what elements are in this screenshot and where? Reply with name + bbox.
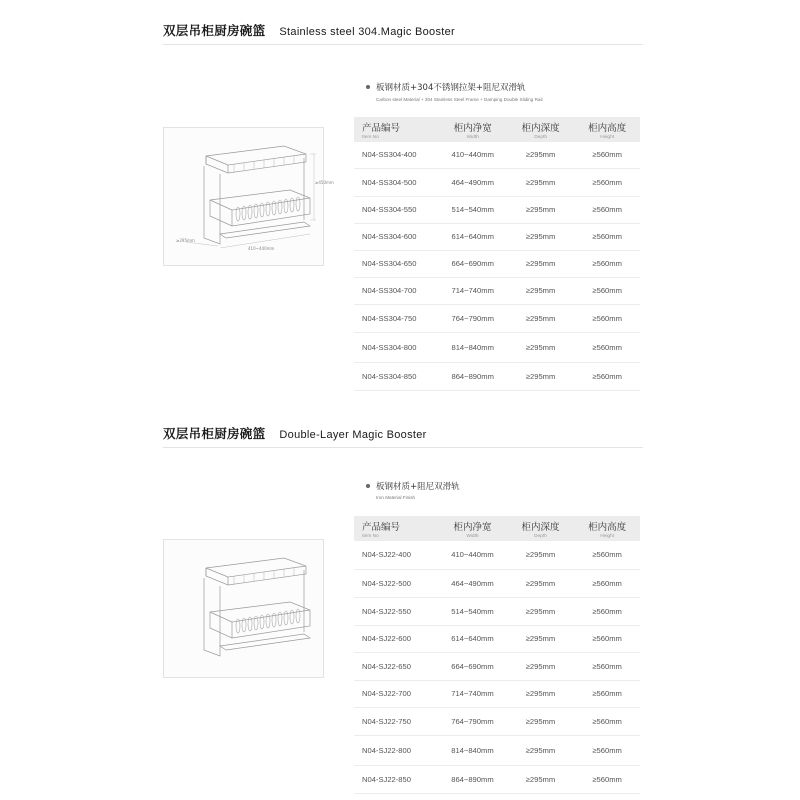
table-row [354,168,640,196]
cell-depth: ≥295mm [507,625,575,652]
header-height: 柜内高度 Height [588,522,627,539]
cell-depth: ≥295mm [507,223,574,250]
table-row [354,223,640,250]
section-title-zh: 双层吊柜厨房碗篮 [163,426,266,441]
spec-table-body [354,541,640,793]
table-row [354,735,640,765]
cell-depth: ≥295mm [507,277,574,304]
cell-item-no: N04-SS304-400 [354,142,439,168]
cell-width: 864~890mm [438,765,506,793]
cell-item-no: N04-SS304-500 [354,168,439,196]
product-diagram [163,127,334,266]
table-row [354,250,640,277]
header-height: 柜内高度 Height [588,123,627,140]
section-title-en: Double-Layer Magic Booster [279,429,427,441]
cell-width: 814~840mm [439,332,507,362]
cell-width: 514~540mm [438,597,506,625]
cell-width: 614~640mm [438,625,506,652]
cell-width: 464~490mm [438,569,506,597]
cell-width: 614~640mm [439,223,507,250]
cell-depth: ≥295mm [507,332,574,362]
cell-depth: ≥295mm [507,597,575,625]
cell-item-no: N04-SS304-850 [354,362,439,390]
spec-table-header [354,117,640,142]
diagram-width-label: 410~440mm [248,246,275,251]
cell-height: ≥560mm [574,625,640,652]
cell-height: ≥560mm [574,332,640,362]
header-width: 柜内净宽 Width [453,123,492,140]
cell-item-no: N04-SJ22-850 [354,765,438,793]
table-row [354,680,640,707]
material-text: 板钢材质+304不锈钢拉架+阻尼双滑轨 [376,83,526,93]
cell-item-no: N04-SJ22-750 [354,707,438,735]
cell-depth: ≥295mm [507,652,575,680]
spec-table-header [354,516,640,541]
table-row [354,652,640,680]
header-depth: 柜内深度 Depth [521,522,560,539]
cell-width: 410~440mm [439,142,507,168]
section-title [163,21,455,39]
cell-depth: ≥295mm [507,707,575,735]
cell-depth: ≥295mm [507,765,575,793]
header-item-no: 产品编号 Item No [362,123,401,140]
cell-height: ≥560mm [574,652,640,680]
cell-item-no: N04-SJ22-550 [354,597,438,625]
cell-height: ≥560mm [574,168,640,196]
cell-width: 664~690mm [438,652,506,680]
cell-width: 514~540mm [439,196,507,223]
cell-height: ≥560mm [574,765,640,793]
bullet-dot-icon [366,85,370,89]
section-divider [163,44,643,45]
diagram-depth-label: ≥295mm [176,238,195,243]
material-subtext: Iron Material Finish [376,495,416,500]
spec-table [354,117,640,391]
table-row [354,196,640,223]
material-subtext: Carbon steel Material + 304 Stainless Steel Frame + Damping Double Sliding Rail [376,97,543,102]
spec-table [354,516,640,794]
cell-height: ≥560mm [574,142,640,168]
table-row [354,332,640,362]
cell-height: ≥560mm [574,223,640,250]
cell-width: 714~740mm [438,680,506,707]
cell-item-no: N04-SJ22-650 [354,652,438,680]
cell-item-no: N04-SS304-550 [354,196,439,223]
cell-item-no: N04-SS304-650 [354,250,439,277]
cell-depth: ≥295mm [507,680,575,707]
header-depth: 柜内深度 Depth [521,123,560,140]
cell-depth: ≥295mm [507,196,574,223]
section-title [163,424,427,442]
material-bullet [366,480,460,492]
cell-item-no: N04-SJ22-800 [354,735,438,765]
cell-height: ≥560mm [574,735,640,765]
table-row [354,569,640,597]
material-text: 板钢材质+阻尼双滑轨 [376,482,460,492]
cell-item-no: N04-SS304-800 [354,332,439,362]
cell-depth: ≥295mm [507,250,574,277]
table-row [354,765,640,793]
cell-depth: ≥295mm [507,142,574,168]
cell-height: ≥560mm [574,250,640,277]
section-divider [163,447,643,448]
cell-height: ≥560mm [574,304,640,332]
cell-width: 764~790mm [438,707,506,735]
cell-item-no: N04-SS304-750 [354,304,439,332]
cell-depth: ≥295mm [507,362,574,390]
cell-item-no: N04-SJ22-500 [354,569,438,597]
product-diagram [163,539,324,678]
table-row [354,597,640,625]
header-item-no: 产品编号 Item No [362,522,401,539]
table-row [354,304,640,332]
cell-width: 714~740mm [439,277,507,304]
table-row [354,362,640,390]
cell-item-no: N04-SJ22-700 [354,680,438,707]
cell-height: ≥560mm [574,707,640,735]
cell-width: 464~490mm [439,168,507,196]
dish-rack-drawing-icon [164,128,334,265]
header-width: 柜内净宽 Width [453,522,492,539]
cell-depth: ≥295mm [507,304,574,332]
cell-height: ≥560mm [574,277,640,304]
table-row [354,277,640,304]
diagram-height-label: ≥450mm [315,180,334,185]
cell-height: ≥560mm [574,541,640,569]
cell-depth: ≥295mm [507,541,575,569]
table-row [354,142,640,168]
cell-width: 814~840mm [438,735,506,765]
cell-width: 764~790mm [439,304,507,332]
cell-item-no: N04-SJ22-600 [354,625,438,652]
cell-depth: ≥295mm [507,735,575,765]
cell-item-no: N04-SJ22-400 [354,541,438,569]
cell-width: 664~690mm [439,250,507,277]
cell-width: 410~440mm [438,541,506,569]
bullet-dot-icon [366,484,370,488]
table-row [354,625,640,652]
cell-item-no: N04-SS304-700 [354,277,439,304]
table-row [354,541,640,569]
material-bullet [366,81,525,93]
dish-rack-drawing-icon [164,540,323,677]
section-title-zh: 双层吊柜厨房碗篮 [163,23,266,38]
cell-depth: ≥295mm [507,569,575,597]
cell-height: ≥560mm [574,569,640,597]
cell-height: ≥560mm [574,597,640,625]
cell-depth: ≥295mm [507,168,574,196]
table-row [354,707,640,735]
cell-item-no: N04-SS304-600 [354,223,439,250]
section-title-en: Stainless steel 304.Magic Booster [279,26,456,38]
cell-height: ≥560mm [574,680,640,707]
spec-table-body [354,142,640,390]
cell-height: ≥560mm [574,362,640,390]
cell-width: 864~890mm [439,362,507,390]
cell-height: ≥560mm [574,196,640,223]
